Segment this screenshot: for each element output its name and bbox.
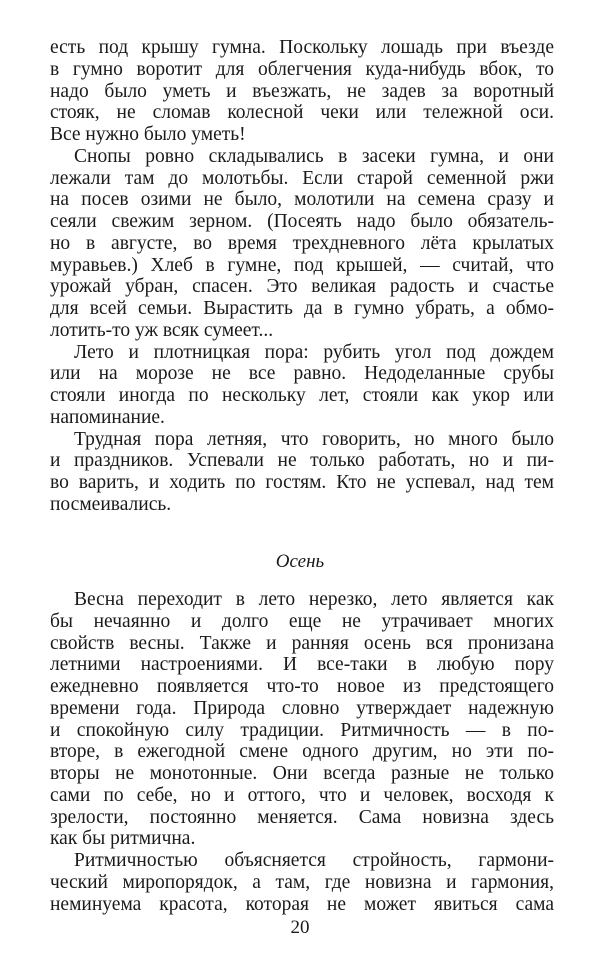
text-line: во варить, и ходить по гостям. Кто не успевал, над тем: [50, 472, 554, 493]
text-line: Трудная пора летняя, что говорить, но много было: [74, 428, 554, 450]
text-line: свойств весны. Также и ранняя осень вся пронизана: [50, 632, 554, 654]
text-line: сами по себе, но и оттого, что и человек, восходя к: [50, 784, 554, 806]
text-line: лотить-то уж всяк сумеет...: [50, 319, 274, 341]
text-line: ежедневно появляется что-то новое из предстоящего: [50, 676, 554, 697]
text-line: урожай убран, спасен. Это великая радость и счастье: [50, 276, 554, 298]
text-line: вторы не монотонные. Они всегда разные не только: [50, 763, 554, 784]
text-section-autumn: [50, 589, 554, 915]
text-line: но в августе, во время трехдневного лёта крылатых: [50, 232, 554, 254]
text-line: вторе, в ежегодной смене одного другим, но эти по-: [50, 741, 554, 763]
text-line: Все нужно было уметь!: [50, 124, 246, 145]
text-line: в гумно воротит для облегчения куда-нибудь вбок, то: [50, 58, 554, 80]
text-line: муравьев.) Хлеб в гумне, под крышей, — считай, что: [50, 254, 554, 276]
page-number: 20: [290, 917, 310, 938]
text-line: как бы ритмична.: [50, 828, 196, 850]
text-line: стояли иногда по нескольку лет, стояли как укор или: [50, 385, 554, 406]
text-line: на посев озими не было, молотили на семена сразу и: [50, 189, 554, 211]
text-line: Весна переходит в лето нерезко, лето является как: [74, 589, 554, 610]
text-line: зрелости, постоянно меняется. Сама новизна здесь: [50, 806, 554, 828]
text-line: ческий миропорядок, а там, где новизна и гармония,: [50, 871, 554, 893]
text-line: бы нечаянно и долго еще не утрачивает многих: [50, 610, 554, 632]
text-line: сеяли свежим зерном. (Посеять надо было обязатель-: [50, 211, 554, 232]
text-section-summer: [50, 37, 554, 516]
text-line: или на морозе не все равно. Недоделанные срубы: [50, 363, 554, 385]
text-line: Лето и плотницкая пора: рубить угол под дождем: [74, 341, 554, 363]
text-line: и спокойную силу традиции. Ритмичность — в по-: [50, 719, 554, 741]
text-line: Снопы ровно складывались в засеки гумна, и они: [74, 145, 554, 167]
text-line: есть под крышу гумна. Поскольку лошадь при въезде: [50, 37, 554, 58]
text-line: летними настроениями. И все-таки в любую пору: [50, 654, 554, 676]
text-line: времени года. Природа словно утверждает надежную: [50, 697, 554, 719]
text-line: стояк, не сломав колесной чеки или тележной оси.: [50, 102, 554, 124]
text-line: напоминание.: [50, 406, 165, 428]
text-line: и праздников. Успевали не только работать, но и пи-: [50, 450, 554, 472]
text-line: неминуема красота, которая не может явиться сама: [50, 893, 554, 915]
text-line: для всей семьи. Вырастить да в гумно убрать, а обмо-: [50, 298, 554, 319]
text-line: Ритмичностью объясняется стройность, гармони-: [74, 850, 554, 871]
section-heading: Осень: [275, 551, 325, 572]
text-line: лежали там до молотьбы. Если старой семенной ржи: [50, 167, 554, 189]
text-line: посмеивались.: [50, 493, 172, 515]
text-line: надо было уметь и въезжать, не задев за воротный: [50, 80, 554, 102]
